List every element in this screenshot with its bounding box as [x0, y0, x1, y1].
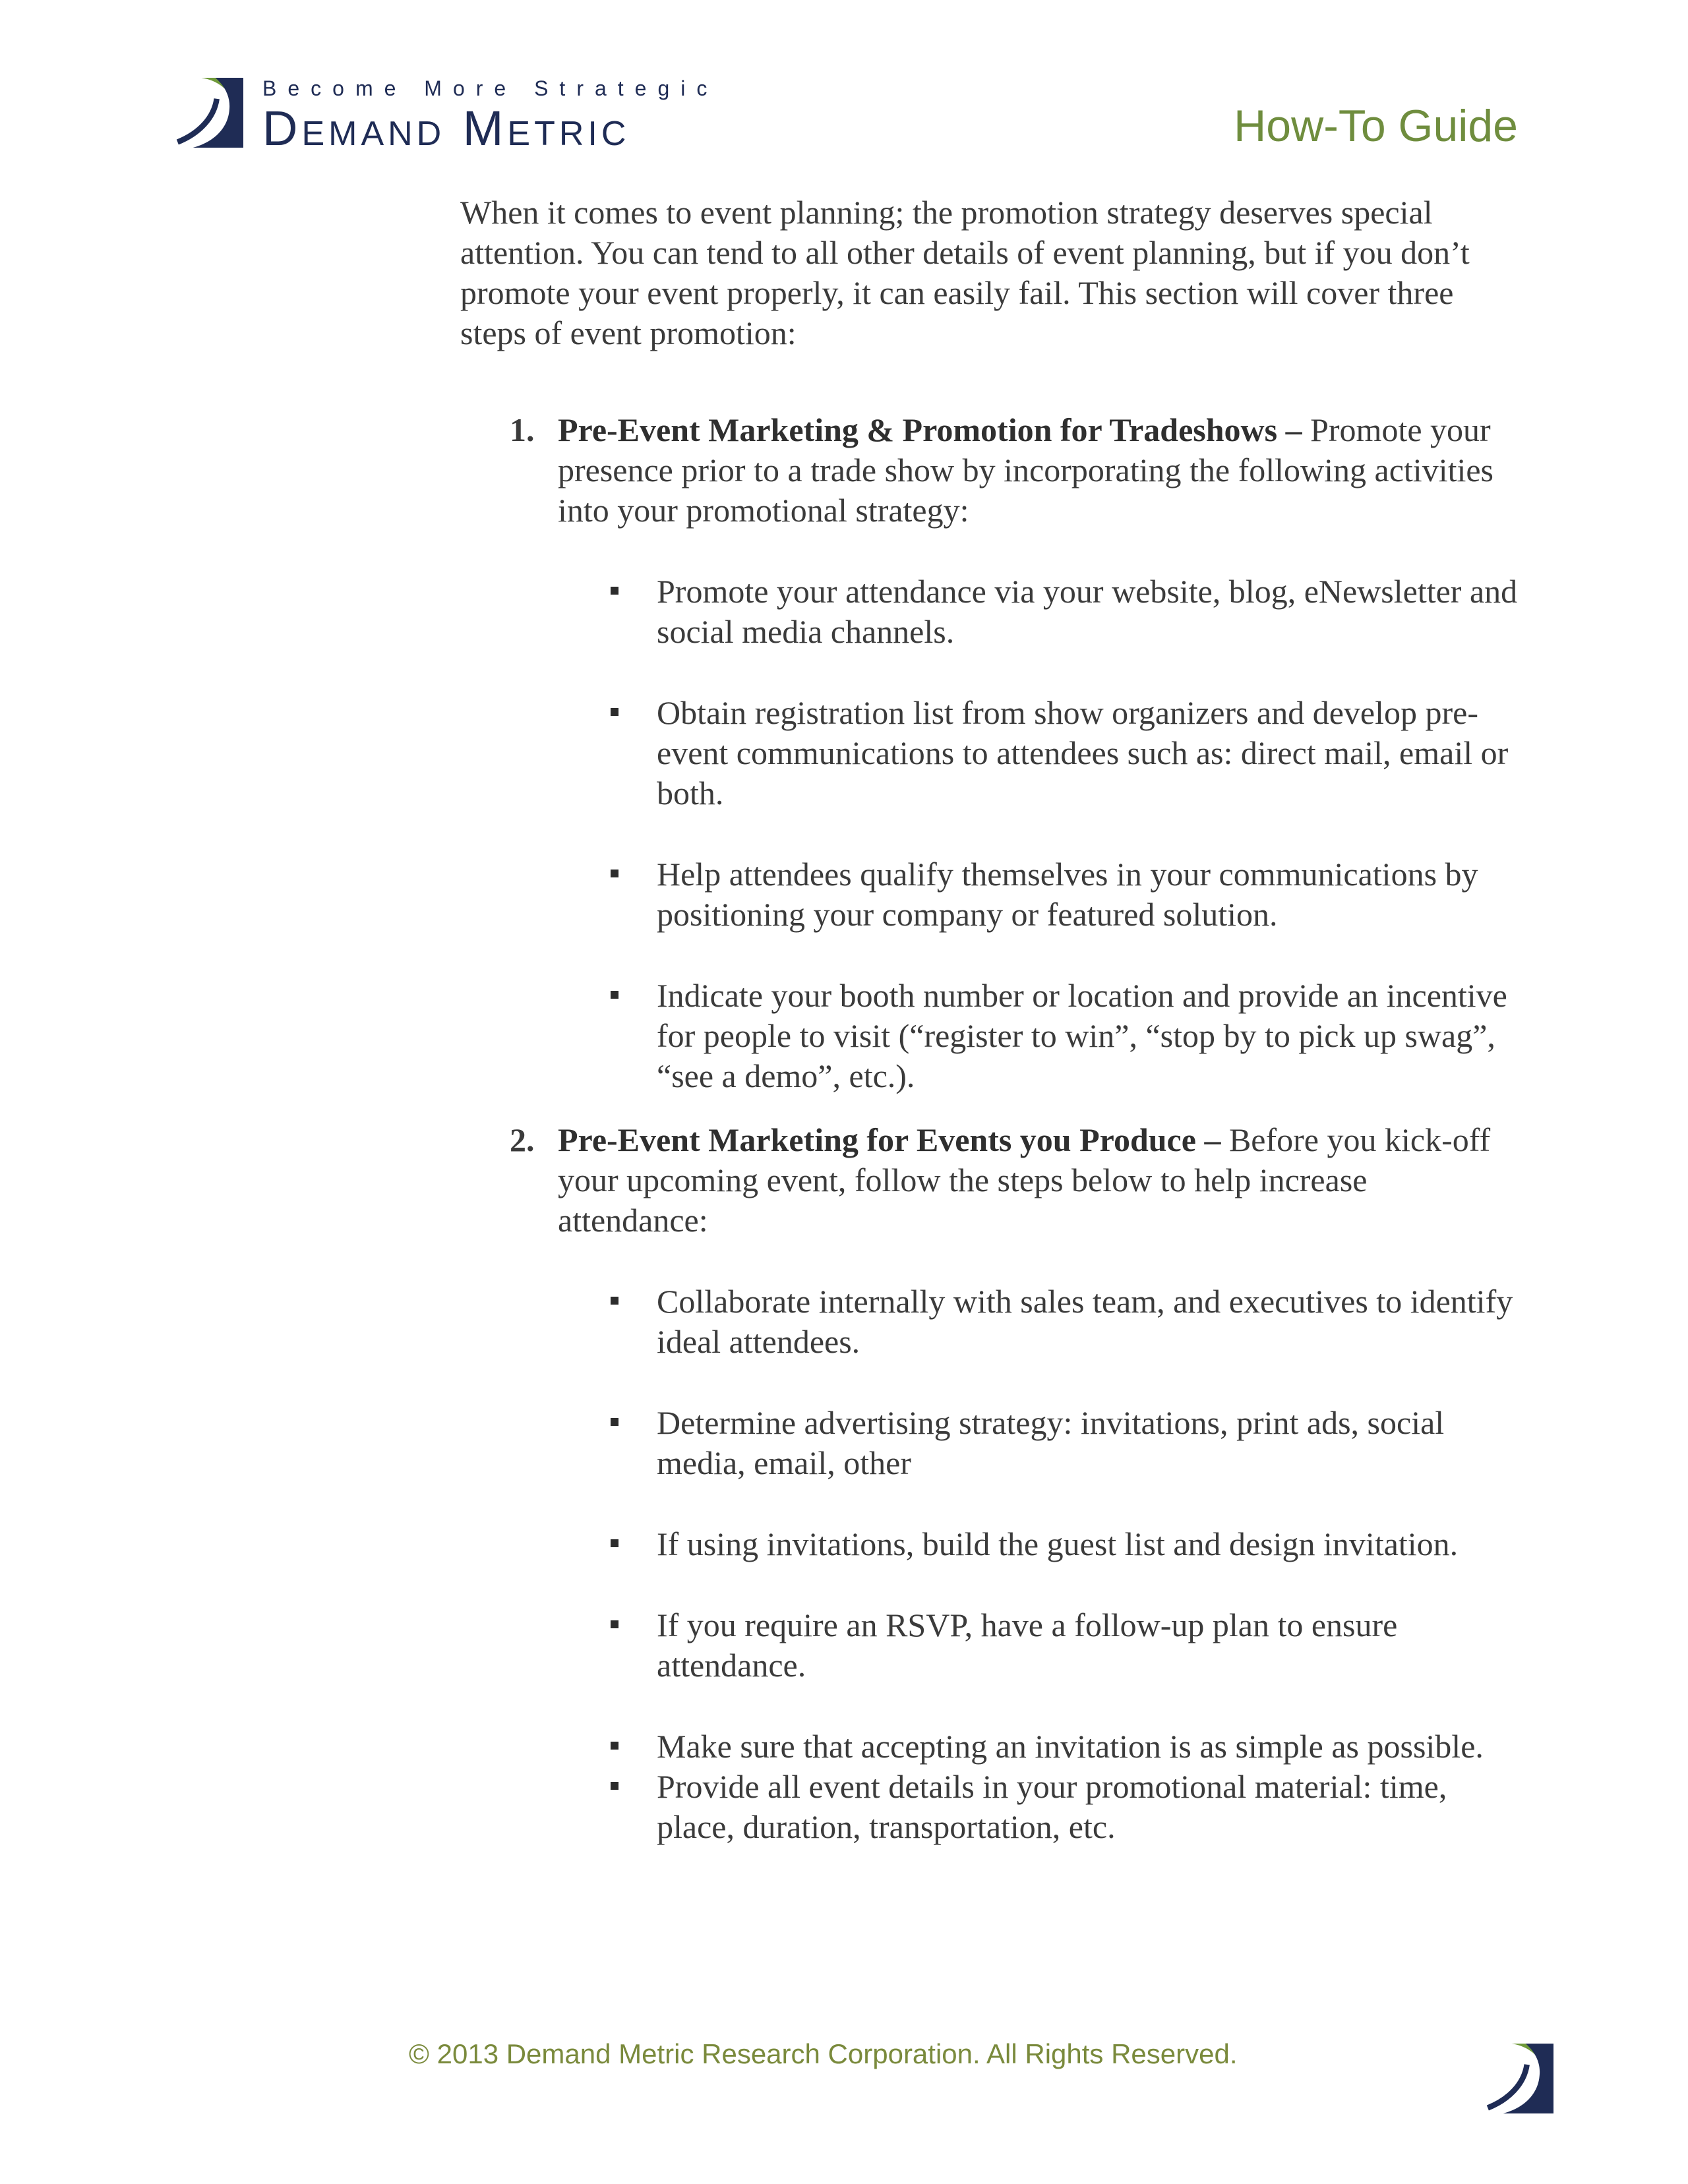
list-item	[558, 1282, 1522, 1362]
step-title: Pre-Event Marketing & Promotion for Tradeshows –	[558, 411, 1302, 448]
square-bullet-icon	[611, 1782, 618, 1790]
square-bullet-icon	[611, 1297, 618, 1305]
list-item	[558, 693, 1522, 813]
steps-list	[460, 410, 1522, 1847]
step-description: Before you kick-off your upcoming event, follow the steps below to help increase attendance:	[558, 1121, 1491, 1239]
square-bullet-icon	[611, 587, 618, 595]
document-body	[460, 192, 1522, 1888]
list-item	[558, 1767, 1522, 1847]
list-item	[558, 572, 1522, 652]
list-item-text: Obtain registration list from show organizers and develop pre-event communications to attendees such as: direct mail, email or both.	[657, 694, 1509, 812]
list-item	[558, 1403, 1522, 1483]
list-item	[558, 1605, 1522, 1686]
bullet-list	[558, 572, 1522, 1096]
brand-name: Demand Metric	[262, 101, 630, 156]
step-item	[460, 1120, 1522, 1847]
list-item-text: Provide all event details in your promotional material: time, place, duration, transportation, etc.	[657, 1768, 1447, 1845]
list-item-text: Indicate your booth number or location and provide an incentive for people to visit (“register to win”, “stop by to pick up swag”, “see a demo”, etc.).	[657, 977, 1507, 1094]
step-text	[558, 1120, 1522, 1241]
step-title: Pre-Event Marketing for Events you Produce –	[558, 1121, 1221, 1158]
document-type-title: How-To Guide	[1234, 101, 1518, 151]
list-item-text: Determine advertising strategy: invitations, print ads, social media, email, other	[657, 1404, 1445, 1481]
step-number: 1.	[510, 411, 535, 448]
list-item-text: If using invitations, build the guest list and design invitation.	[657, 1525, 1459, 1562]
demand-metric-logo-icon	[1484, 2042, 1553, 2115]
list-item-text: Make sure that accepting an invitation is as simple as possible.	[657, 1728, 1484, 1765]
list-item-text: Help attendees qualify themselves in your communications by positioning your company or featured solution.	[657, 856, 1478, 933]
square-bullet-icon	[611, 1742, 618, 1750]
list-item	[558, 1524, 1522, 1564]
step-description: Promote your presence prior to a trade show by incorporating the following activities into your promotional strategy:	[558, 411, 1494, 529]
list-item-text: Collaborate internally with sales team, and executives to identify ideal attendees.	[657, 1283, 1513, 1360]
demand-metric-logo-icon	[173, 78, 244, 148]
list-item-text: If you require an RSVP, have a follow-up plan to ensure attendance.	[657, 1607, 1398, 1684]
square-bullet-icon	[611, 1620, 618, 1628]
bullet-list	[558, 1282, 1522, 1847]
square-bullet-icon	[611, 708, 618, 716]
intro-paragraph: When it comes to event planning; the promotion strategy deserves special attention. You can tend to all other details of event planning, but if you don’t promote your event properly, it can easily fail. This section will cover three steps of event promotion:	[460, 194, 1470, 351]
square-bullet-icon	[611, 1418, 618, 1426]
step-number: 2.	[510, 1121, 535, 1158]
step-item	[460, 410, 1522, 1096]
step-text	[558, 410, 1522, 531]
list-item-text: Promote your attendance via your website, blog, eNewsletter and social media channels.	[657, 573, 1518, 650]
copyright-notice: © 2013 Demand Metric Research Corporation. All Rights Reserved.	[409, 2038, 1238, 2069]
square-bullet-icon	[611, 870, 618, 877]
square-bullet-icon	[611, 1539, 618, 1547]
list-item	[558, 854, 1522, 935]
brand-tagline: Become More Strategic	[262, 76, 719, 100]
list-item	[558, 1727, 1522, 1767]
list-item	[558, 976, 1522, 1096]
square-bullet-icon	[611, 991, 618, 999]
